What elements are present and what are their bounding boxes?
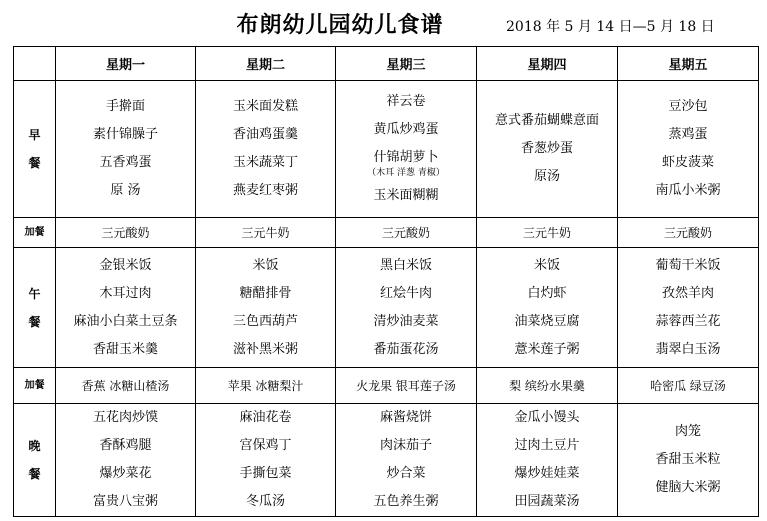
menu-cell bbox=[477, 81, 618, 218]
menu-item: 玉米面发糕 bbox=[232, 99, 298, 114]
menu-item: 蒜蓉西兰花 bbox=[655, 313, 721, 329]
menu-item: 油菜烧豆腐 bbox=[514, 313, 580, 329]
menu-item: 原汤 bbox=[533, 169, 560, 184]
meal-label bbox=[14, 404, 56, 517]
menu-item: 肉沫茄子 bbox=[379, 438, 432, 453]
menu-cell bbox=[196, 404, 336, 517]
menu-item: 炒合菜 bbox=[386, 466, 426, 481]
meal-label-line: 餐 bbox=[28, 156, 41, 170]
day-header: 星期五 bbox=[618, 47, 759, 81]
menu-item: 意式番茄蝴蝶意面 bbox=[494, 113, 599, 128]
meal-label-line: 餐 bbox=[28, 467, 41, 481]
menu-item: 金瓜小馒头 bbox=[514, 410, 580, 425]
page-title: 布朗幼儿园幼儿食谱 bbox=[236, 12, 444, 38]
menu-item: 木耳过肉 bbox=[99, 285, 152, 301]
menu-item: 香甜玉米羹 bbox=[92, 341, 158, 357]
meal-label-line: 加餐 bbox=[24, 226, 45, 238]
snack-cell: 三元酸奶 bbox=[56, 218, 196, 248]
menu-item: 五花肉炒馍 bbox=[92, 410, 158, 425]
menu-cell bbox=[618, 81, 759, 218]
menu-item: 白灼虾 bbox=[527, 285, 567, 301]
meal-label-line: 餐 bbox=[28, 314, 41, 329]
header-row bbox=[14, 47, 759, 81]
snack-cell: 苹果 冰糖梨汁 bbox=[196, 368, 336, 404]
menu-cell bbox=[477, 248, 618, 368]
menu-item: 香酥鸡腿 bbox=[99, 438, 152, 453]
snack-cell: 香蕉 冰糖山楂汤 bbox=[56, 368, 196, 404]
menu-item: 玉米蔬菜丁 bbox=[232, 155, 298, 170]
snack-cell: 火龙果 银耳莲子汤 bbox=[336, 368, 477, 404]
meal-label-line: 晚 bbox=[28, 439, 41, 453]
menu-item: 燕麦红枣粥 bbox=[232, 183, 298, 198]
menu-item: 南瓜小米粥 bbox=[655, 183, 721, 198]
menu-item: 翡翠白玉汤 bbox=[655, 341, 721, 357]
menu-item: 香甜玉米粒 bbox=[655, 452, 721, 467]
menu-item: 孜然羊肉 bbox=[661, 285, 714, 301]
menu-item: 玉米面糊糊 bbox=[373, 188, 439, 203]
meal-label bbox=[14, 218, 56, 248]
meal-label-line: 加餐 bbox=[24, 379, 45, 391]
menu-item: 黑白米饭 bbox=[379, 257, 432, 273]
menu-cell bbox=[56, 81, 196, 218]
meal-label-line: 早 bbox=[28, 128, 41, 142]
snack-cell: 三元酸奶 bbox=[336, 218, 477, 248]
date-range: 2018 年 5 月 14 日—5 月 18 日 bbox=[506, 19, 715, 35]
menu-item: 麻油小白菜土豆条 bbox=[73, 313, 178, 329]
menu-item: 祥云卷 bbox=[386, 94, 426, 109]
menu-item: 金银米饭 bbox=[99, 257, 152, 273]
menu-cell bbox=[336, 404, 477, 517]
menu-item: 手擀面 bbox=[105, 99, 145, 114]
menu-item: 冬瓜汤 bbox=[245, 494, 285, 509]
menu-item: 五香鸡蛋 bbox=[99, 155, 152, 170]
menu-cell bbox=[618, 404, 759, 517]
menu-cell bbox=[196, 248, 336, 368]
snack-row bbox=[14, 368, 759, 404]
menu-item: 麻油花卷 bbox=[239, 410, 292, 425]
menu-item: 薏米莲子粥 bbox=[514, 341, 580, 357]
menu-table bbox=[13, 46, 759, 517]
menu-item: 五色养生粥 bbox=[373, 494, 439, 509]
menu-item: 米饭 bbox=[533, 257, 560, 273]
menu-item: 原 汤 bbox=[110, 183, 141, 198]
corner-cell bbox=[14, 47, 56, 81]
menu-cell bbox=[56, 404, 196, 517]
menu-item: 什锦胡萝卜 bbox=[373, 150, 439, 165]
meal-row bbox=[14, 81, 759, 218]
menu-item: 黄瓜炒鸡蛋 bbox=[373, 122, 439, 137]
menu-item: 过肉土豆片 bbox=[514, 438, 580, 453]
day-header: 星期四 bbox=[477, 47, 618, 81]
menu-item-note: （木耳 洋葱 青椒） bbox=[367, 168, 445, 178]
menu-item: 素什锦臊子 bbox=[92, 127, 158, 142]
menu-item: 田园蔬菜汤 bbox=[514, 494, 580, 509]
menu-cell bbox=[618, 248, 759, 368]
menu-item: 虾皮菠菜 bbox=[661, 155, 714, 170]
menu-item: 富贵八宝粥 bbox=[92, 494, 158, 509]
snack-cell: 三元牛奶 bbox=[477, 218, 618, 248]
menu-item: 糖醋排骨 bbox=[239, 285, 292, 301]
menu-item: 宫保鸡丁 bbox=[239, 438, 292, 453]
meal-row bbox=[14, 248, 759, 368]
menu-item: 香油鸡蛋羹 bbox=[232, 127, 298, 142]
menu-item: 滋补黑米粥 bbox=[232, 341, 298, 357]
meal-label bbox=[14, 368, 56, 404]
menu-item: 肉笼 bbox=[674, 424, 701, 439]
snack-cell: 哈密瓜 绿豆汤 bbox=[618, 368, 759, 404]
menu-item: 麻酱烧饼 bbox=[379, 410, 432, 425]
meal-label bbox=[14, 248, 56, 368]
menu-item: 蒸鸡蛋 bbox=[668, 127, 708, 142]
menu-item: 三色西葫芦 bbox=[232, 313, 298, 329]
menu-item: 清炒油麦菜 bbox=[373, 313, 439, 329]
meal-row bbox=[14, 404, 759, 517]
menu-item: 香葱炒蛋 bbox=[520, 141, 573, 156]
menu-item: 番茄蛋花汤 bbox=[373, 341, 439, 357]
day-header: 星期一 bbox=[56, 47, 196, 81]
menu-cell bbox=[196, 81, 336, 218]
menu-item: 爆炒菜花 bbox=[99, 466, 152, 481]
snack-cell: 三元牛奶 bbox=[196, 218, 336, 248]
menu-item: 红烩牛肉 bbox=[379, 285, 432, 301]
menu-cell bbox=[336, 248, 477, 368]
snack-cell: 梨 缤纷水果羹 bbox=[477, 368, 618, 404]
meal-label bbox=[14, 81, 56, 218]
meal-label-line: 午 bbox=[28, 286, 41, 301]
menu-item: 爆炒娃娃菜 bbox=[514, 466, 580, 481]
menu-item: 米饭 bbox=[252, 257, 279, 273]
snack-row bbox=[14, 218, 759, 248]
menu-item: 豆沙包 bbox=[668, 99, 708, 114]
day-header: 星期三 bbox=[336, 47, 477, 81]
menu-item: 健脑大米粥 bbox=[655, 480, 721, 495]
menu-item: 葡萄干米饭 bbox=[655, 257, 721, 273]
menu-cell bbox=[56, 248, 196, 368]
snack-cell: 三元酸奶 bbox=[618, 218, 759, 248]
menu-cell bbox=[477, 404, 618, 517]
day-header: 星期二 bbox=[196, 47, 336, 81]
menu-cell bbox=[336, 81, 477, 218]
menu-item: 手撕包菜 bbox=[239, 466, 292, 481]
